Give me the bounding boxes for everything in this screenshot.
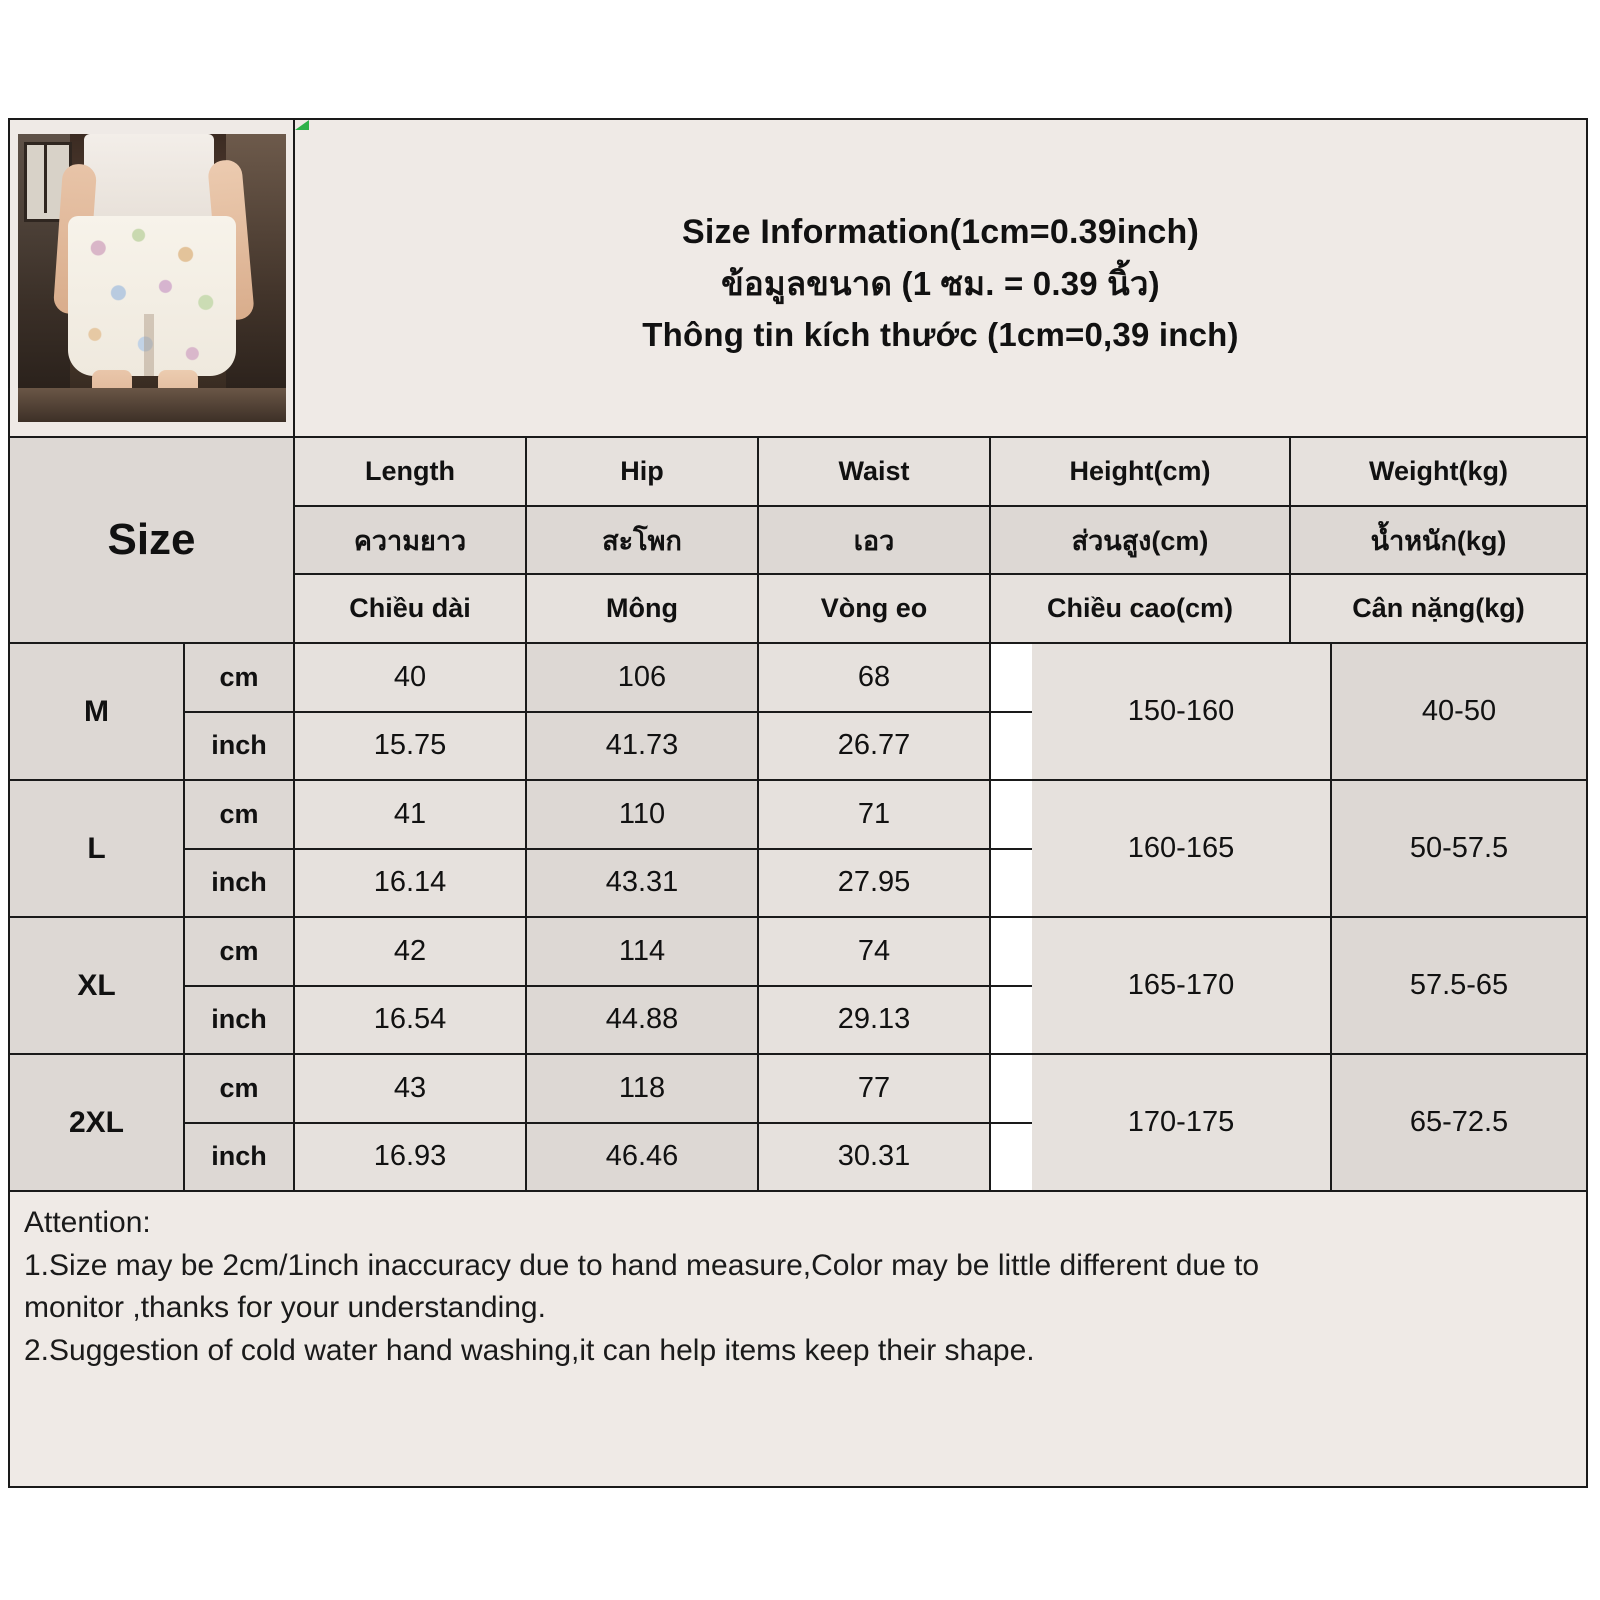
header-length-en: Length bbox=[295, 438, 527, 505]
header-height-th: ส่วนสูง(cm) bbox=[991, 507, 1291, 574]
waist-inch-l: 27.95 bbox=[759, 850, 991, 917]
header-row-vietnamese bbox=[295, 575, 1586, 642]
waist-inch-xl: 29.13 bbox=[759, 987, 991, 1054]
length-cm-2xl: 43 bbox=[295, 1055, 527, 1122]
header-waist-vi: Vòng eo bbox=[759, 575, 991, 642]
unit-row-inch-m bbox=[185, 713, 1032, 780]
header-waist-th: เอว bbox=[759, 507, 991, 574]
attention-line-3: 2.Suggestion of cold water hand washing,it can help items keep their shape. bbox=[24, 1333, 1035, 1367]
title-thai: ข้อมูลขนาด (1 ซม. = 0.39 นิ้ว) bbox=[721, 265, 1160, 303]
unit-name-inch-l: inch bbox=[185, 850, 295, 917]
hip-inch-xl: 44.88 bbox=[527, 987, 759, 1054]
table-row bbox=[10, 781, 1586, 918]
length-inch-m: 15.75 bbox=[295, 713, 527, 780]
header-height-en: Height(cm) bbox=[991, 438, 1291, 505]
height-weight-2xl bbox=[1032, 1055, 1586, 1190]
hip-cm-l: 110 bbox=[527, 781, 759, 848]
unit-row-inch-l bbox=[185, 850, 1032, 917]
hip-cm-m: 106 bbox=[527, 644, 759, 711]
height-weight-xl bbox=[1032, 918, 1586, 1053]
length-inch-l: 16.14 bbox=[295, 850, 527, 917]
weight-2xl: 65-72.5 bbox=[1332, 1055, 1586, 1190]
header-row-english bbox=[295, 438, 1586, 507]
units-2xl bbox=[185, 1055, 1032, 1190]
size-header: Size bbox=[10, 438, 295, 642]
unit-row-inch-xl bbox=[185, 987, 1032, 1054]
table-row bbox=[10, 918, 1586, 1055]
unit-name-cm-2xl: cm bbox=[185, 1055, 295, 1122]
attention-line-1: 1.Size may be 2cm/1inch inaccuracy due to hand measure,Color may be little different due to bbox=[24, 1248, 1260, 1282]
unit-name-cm-xl: cm bbox=[185, 918, 295, 985]
hip-inch-l: 43.31 bbox=[527, 850, 759, 917]
header-weight-en: Weight(kg) bbox=[1291, 438, 1586, 505]
unit-row-inch-2xl bbox=[185, 1124, 1032, 1191]
chart-header bbox=[10, 120, 1586, 438]
header-length-vi: Chiều dài bbox=[295, 575, 527, 642]
waist-cm-l: 71 bbox=[759, 781, 991, 848]
attention-line-2: monitor ,thanks for your understanding. bbox=[24, 1291, 546, 1325]
product-photo bbox=[18, 134, 286, 422]
height-2xl: 170-175 bbox=[1032, 1055, 1332, 1190]
length-cm-m: 40 bbox=[295, 644, 527, 711]
header-weight-th: น้ำหนัก(kg) bbox=[1291, 507, 1586, 574]
height-xl: 165-170 bbox=[1032, 918, 1332, 1053]
size-chart bbox=[8, 118, 1588, 1488]
hip-inch-2xl: 46.46 bbox=[527, 1124, 759, 1191]
length-cm-xl: 42 bbox=[295, 918, 527, 985]
units-m bbox=[185, 644, 1032, 779]
header-hip-en: Hip bbox=[527, 438, 759, 505]
photo-floor bbox=[18, 388, 286, 422]
header-weight-vi: Cân nặng(kg) bbox=[1291, 575, 1586, 642]
height-weight-l bbox=[1032, 781, 1586, 916]
size-label-l: L bbox=[10, 781, 185, 916]
waist-cm-xl: 74 bbox=[759, 918, 991, 985]
floral-shorts bbox=[68, 216, 236, 376]
header-height-vi: Chiều cao(cm) bbox=[991, 575, 1291, 642]
unit-row-cm-2xl bbox=[185, 1055, 1032, 1124]
model-top bbox=[84, 134, 214, 226]
hip-cm-2xl: 118 bbox=[527, 1055, 759, 1122]
header-hip-th: สะโพก bbox=[527, 507, 759, 574]
waist-inch-m: 26.77 bbox=[759, 713, 991, 780]
header-row-thai bbox=[295, 507, 1586, 576]
unit-name-inch-xl: inch bbox=[185, 987, 295, 1054]
product-photo-cell bbox=[10, 120, 295, 436]
size-rows bbox=[10, 644, 1586, 1192]
unit-name-cm-l: cm bbox=[185, 781, 295, 848]
height-m: 150-160 bbox=[1032, 644, 1332, 779]
unit-name-inch-m: inch bbox=[185, 713, 295, 780]
header-languages bbox=[295, 438, 1586, 642]
weight-m: 40-50 bbox=[1332, 644, 1586, 779]
height-l: 160-165 bbox=[1032, 781, 1332, 916]
table-row bbox=[10, 1055, 1586, 1192]
attention-block bbox=[10, 1192, 1586, 1486]
unit-name-inch-2xl: inch bbox=[185, 1124, 295, 1191]
column-headers bbox=[10, 438, 1586, 644]
unit-row-cm-l bbox=[185, 781, 1032, 850]
size-label-m: M bbox=[10, 644, 185, 779]
header-hip-vi: Mông bbox=[527, 575, 759, 642]
length-inch-xl: 16.54 bbox=[295, 987, 527, 1054]
corner-mark-icon bbox=[295, 120, 309, 130]
size-label-2xl: 2XL bbox=[10, 1055, 185, 1190]
unit-row-cm-m bbox=[185, 644, 1032, 713]
title-vietnamese: Thông tin kích thước (1cm=0,39 inch) bbox=[642, 316, 1239, 354]
units-xl bbox=[185, 918, 1032, 1053]
hip-inch-m: 41.73 bbox=[527, 713, 759, 780]
waist-cm-m: 68 bbox=[759, 644, 991, 711]
waist-cm-2xl: 77 bbox=[759, 1055, 991, 1122]
length-cm-l: 41 bbox=[295, 781, 527, 848]
table-row bbox=[10, 644, 1586, 781]
hip-cm-xl: 114 bbox=[527, 918, 759, 985]
weight-xl: 57.5-65 bbox=[1332, 918, 1586, 1053]
header-waist-en: Waist bbox=[759, 438, 991, 505]
unit-name-cm-m: cm bbox=[185, 644, 295, 711]
height-weight-m bbox=[1032, 644, 1586, 779]
length-inch-2xl: 16.93 bbox=[295, 1124, 527, 1191]
waist-inch-2xl: 30.31 bbox=[759, 1124, 991, 1191]
header-length-th: ความยาว bbox=[295, 507, 527, 574]
title-english: Size Information(1cm=0.39inch) bbox=[681, 212, 1200, 251]
title-block bbox=[295, 120, 1586, 436]
attention-heading: Attention: bbox=[24, 1206, 151, 1239]
weight-l: 50-57.5 bbox=[1332, 781, 1586, 916]
size-label-xl: XL bbox=[10, 918, 185, 1053]
units-l bbox=[185, 781, 1032, 916]
unit-row-cm-xl bbox=[185, 918, 1032, 987]
